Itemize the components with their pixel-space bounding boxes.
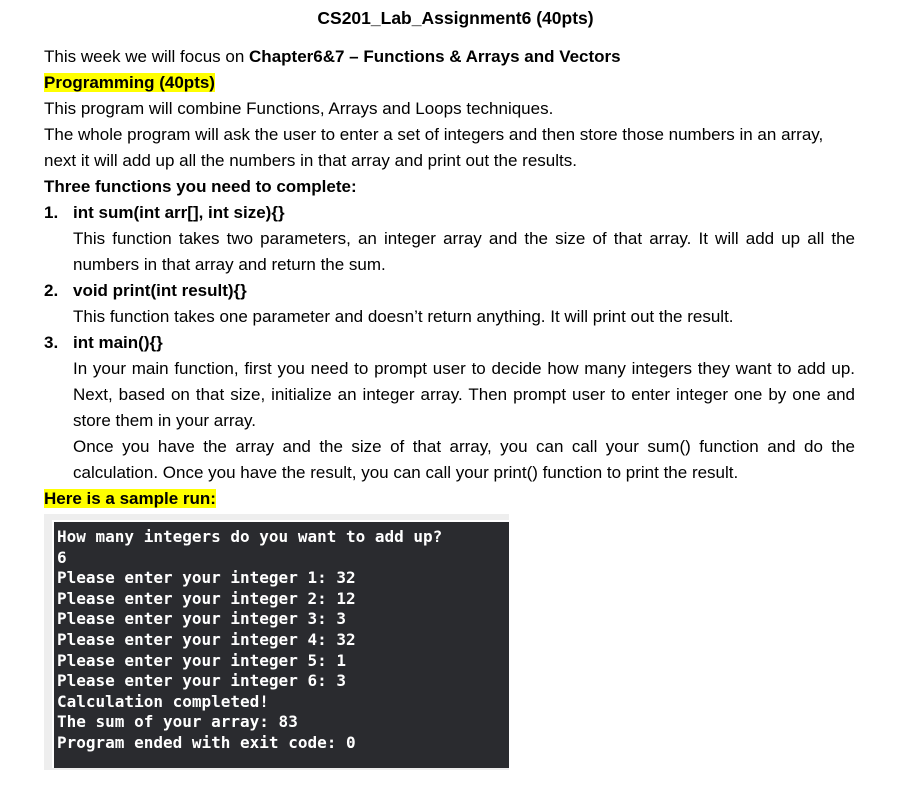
terminal-line: Calculation completed!	[57, 691, 269, 711]
function-2-paragraph: This function takes one parameter and doesn’t return anything. It will print out the result.	[73, 307, 734, 326]
sample-run-heading-text: Here is a sample run:	[44, 489, 216, 508]
terminal-line: Please enter your integer 2: 12	[57, 588, 356, 608]
description-line-3: next it will add up all the numbers in that array and print out the results.	[44, 151, 577, 170]
terminal-line: Please enter your integer 3: 3	[57, 609, 346, 629]
function-2-number: 2.	[44, 281, 59, 300]
function-3-paragraph-2: Once you have the array and the size of that array, you can call your sum() function and do the calculation. Once you have the result, you can call your print() function to print the result.	[73, 437, 855, 482]
function-3-number: 3.	[44, 333, 59, 352]
intro-topic: Chapter6&7 – Functions & Arrays and Vectors	[249, 47, 621, 66]
function-3-paragraph-1: In your main function, first you need to prompt user to decide how many integers they want to add up. Next, based on that size, initialize an integer array. Then prompt user to enter integer one by one and store them in your array.	[73, 359, 855, 430]
programming-heading	[44, 73, 215, 93]
sample-run-heading	[44, 489, 216, 509]
function-1-description	[73, 226, 855, 278]
description-line-1: This program will combine Functions, Arrays and Loops techniques.	[44, 99, 554, 118]
terminal-line: Please enter your integer 6: 3	[57, 671, 346, 691]
terminal-line: Please enter your integer 4: 32	[57, 629, 356, 649]
function-3-description	[73, 356, 855, 486]
terminal-line: Program ended with exit code: 0	[57, 732, 356, 752]
terminal-line: The sum of your array: 83	[57, 712, 298, 732]
terminal-line: 6	[57, 547, 67, 567]
page-title: CS201_Lab_Assignment6 (40pts)	[317, 8, 594, 28]
terminal-line: Please enter your integer 1: 32	[57, 568, 356, 588]
intro-prefix: This week we will focus on	[44, 47, 250, 66]
function-1-paragraph: This function takes two parameters, an integer array and the size of that array. It will add up all the numbers in that array and return the sum.	[73, 229, 855, 274]
description-line-2: The whole program will ask the user to enter a set of integers and then store those numbers in an array,	[44, 125, 824, 144]
function-2-description	[73, 304, 855, 330]
intro-line	[44, 47, 621, 67]
function-3-signature: int main(){}	[73, 333, 163, 352]
terminal-output	[52, 520, 509, 768]
terminal-screenshot	[44, 514, 509, 770]
function-1-number: 1.	[44, 203, 59, 222]
function-1-signature: int sum(int arr[], int size){}	[73, 203, 285, 222]
function-2-signature: void print(int result){}	[73, 281, 247, 300]
programming-heading-text: Programming (40pts)	[44, 73, 215, 92]
functions-heading: Three functions you need to complete:	[44, 177, 357, 196]
terminal-line: How many integers do you want to add up?	[57, 527, 443, 546]
terminal-line: Please enter your integer 5: 1	[57, 650, 346, 670]
